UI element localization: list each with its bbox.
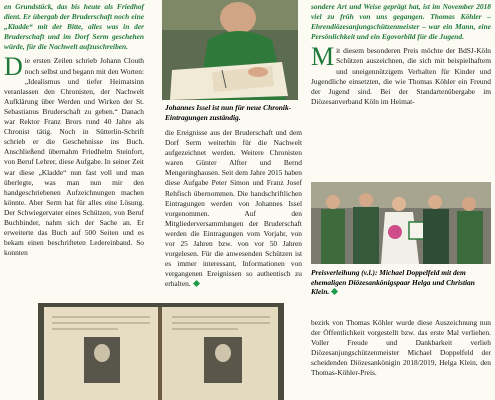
photo-caption-chronicler: Johannes Issel ist nun für neue Chronik-Eintragungen zuständig.: [165, 103, 292, 122]
photo-caption-award: Preisverleihung (v.l.): Michael Doppelfeld mit dem ehemaligen Diözesankönigspaar Helga und Christian Klein.: [311, 268, 475, 297]
column-2: [165, 128, 302, 290]
photo-book-image: [38, 303, 284, 400]
column-3: [311, 2, 491, 107]
photo-award-image: [311, 182, 491, 264]
article-body-1: Die ersten Zeilen schrieb Johann Clouth noch selbst und begann mit den Worten: „Idealismus und tiefer Heimatsinn veranlassen den Chronisten, der Nachwelt Aufklärung über Werden und Wirken der St. Sebastianus Bruderschaft zu geben.“ Danach war Rektor Franz Brors rund 40 Jahre als Chronist tätig. Noch in Sütterlin-Schrift schrieb er die Geschehnisse ins Buch. Anschließend übernahm Friedhelm Steinfort, von Beruf Lehrer, diese Aufgabe. In seiner Zeit war diese „Kladde“ nun fast voll und man überlegte, was man nun mir den handgeschriebenen Aufzeichnungen machen könnte. Aber Serm hat für alles eine Lösung. Der Schwiegervater eines Schützen, von Beruf Buchbinder, nahm sich der Sache an. Er erweiterte das Buch auf 500 Seiten und es bekam einen beschrifteten Ledereinband. So konnten: [4, 52, 144, 258]
photo-award-ceremony: [311, 182, 491, 264]
photo-chronicler: [162, 0, 298, 100]
end-marker-icon: [193, 280, 200, 287]
photo-chronicler-image: [162, 0, 298, 100]
article-intro-3: sondere Art und Weise geprägt hat, ist im November 2018 viel zu früh von uns gegangen. Thomas Köhler – Ehrendiözesanjungschützenmeister – war ein Mann, eine Persönlichkeit und ein Egovorbild für die Jugend.: [311, 2, 491, 42]
column-3-bottom: bezirk von Thomas Köhler wurde diese Auszeichnung nun der Öffentlichkeit vorgestellt bzw. das erste Mal verliehen. Voller Freude und Dankbarkeit verlieh Diözesanjungschützenmeister Michael Doppelfeld der scheidenden Diözesankönigin 2018/2019, Helga Klein, den Thomas-Köhler-Preis.: [311, 318, 491, 378]
dropcap-d: D: [4, 52, 23, 82]
column-1: [4, 2, 144, 258]
article-body-3: Mit diesem besonderen Preis möchte der BdSJ-Köln Schützen auszeichnen, die sich mit beispielhaftem und uneigennützigem Verhalten für Kinder und Jugendliche einsetzten, die wie Thomas Köhler ein Freund der Jugend sind. Bei der Standartenübergabe im Diözesanverband Köln im Heimat-: [311, 42, 491, 106]
article-body-2: die Ereignisse aus der Bruderschaft und dem Dorf Serm weiterhin für die Nachwelt aufgezeichnet werden. Weitere Chronisten waren Günter Alfter und Bernd Mengeringhausen. Seit dem Jahre 2015 haben diese Aufgabe Peter Simon und Franz Josef Rehfisch übernommen. Die handschriftlichen Eintragungen werden von Johannes Issel vorgenommen. Auf den Mitgliederversammlungen der Bruderschaft werden die Eintragungen vom Vorjahr, von vor 25 Jahren bzw. von vor 50 Jahren vorgelesen. Für die anwesenden Schützen ist es immer interessant, Informationen von vergangenen Ereignissen so authentisch zu erhalten.: [165, 128, 302, 289]
article-intro: en Grundstück, das bis heute als Friedhof dient. Er übergab der Bruderschaft noch eine „Kladde“ mit der Bitte, alles was in der Bruderschaft und im Dorf Serm geschehen würde, für die Nachwelt aufzuschreiben.: [4, 2, 144, 52]
photo-chronicle-book: [38, 303, 284, 400]
dropcap-m: M: [311, 42, 335, 72]
end-marker-icon-2: [331, 288, 338, 295]
